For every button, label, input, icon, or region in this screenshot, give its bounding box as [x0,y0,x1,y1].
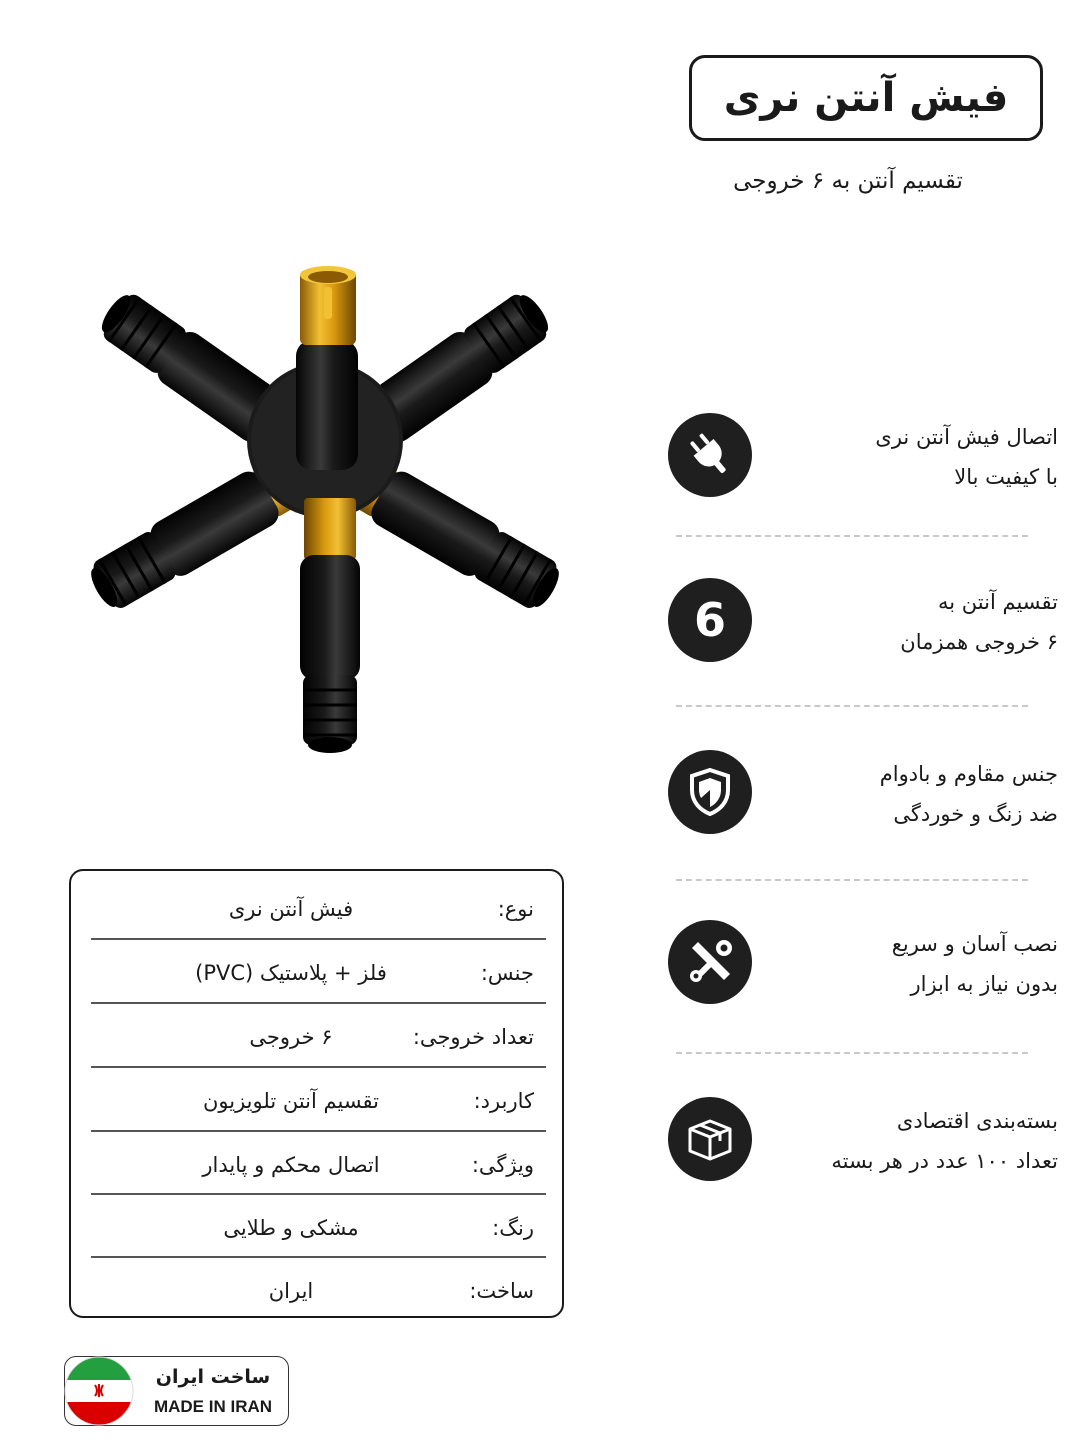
spec-row [91,1196,546,1259]
plug-icon [668,413,752,497]
badge-text-en: MADE IN IRAN [153,1397,273,1416]
divider [676,705,1028,707]
spec-key: رنگ: [492,1216,534,1240]
divider [676,1052,1028,1054]
spec-key: کاربرد: [473,1089,534,1113]
spec-row [91,1005,546,1068]
feature-install [668,920,1058,1010]
badge-text-fa: ساخت ایران [155,1366,271,1388]
product-image [30,225,670,805]
feature-line: نصب آسان و سریع [891,932,1058,956]
spec-table [69,869,564,1318]
spec-divider [91,1130,546,1132]
feature-line: ۶ خروجی همزمان [900,630,1058,654]
feature-line: تقسیم آنتن به [938,590,1058,614]
spec-row [91,941,546,1004]
spec-value: مشکی و طلایی [223,1216,359,1240]
spec-value: تقسیم آنتن تلویزیون [202,1089,380,1113]
feature-outputs [668,578,1058,668]
shield-icon [668,750,752,834]
feature-durable [668,750,1058,840]
feature-line: بسته‌بندی اقتصادی [896,1109,1058,1133]
spec-divider [91,1002,546,1004]
spec-divider [91,1066,546,1068]
spec-value: اتصال محکم و پایدار [202,1153,380,1177]
spec-row [91,1069,546,1132]
spec-value: ۶ خروجی [249,1025,333,1049]
spec-divider [91,1193,546,1195]
spec-value: ایران [268,1279,314,1303]
spec-row [91,877,546,940]
feature-line: با کیفیت بالا [954,465,1058,489]
spec-row [91,1133,546,1196]
feature-plug [668,413,1058,503]
feature-line: ضد زنگ و خوردگی [893,802,1058,826]
spec-key: ساخت: [469,1279,534,1303]
feature-line: جنس مقاوم و بادوام [879,762,1058,786]
page-title: فیش آنتن نری [689,55,1043,141]
number-six-icon: 6 [668,578,752,662]
box-icon [668,1097,752,1181]
spec-row [91,1259,546,1322]
spec-key: نوع: [497,897,534,921]
feature-package [668,1097,1058,1187]
spec-key: جنس: [480,961,534,985]
divider [676,879,1028,881]
spec-key: تعداد خروجی: [412,1025,534,1049]
tools-icon [668,920,752,1004]
feature-line: بدون نیاز به ابزار [910,972,1058,996]
spec-value: فیش آنتن نری [228,897,354,921]
spec-divider [91,938,546,940]
feature-line: اتصال فیش آنتن نری [875,425,1058,449]
spec-value: فلز + پلاستیک (PVC) [195,961,387,985]
spec-key: ویژگی: [471,1153,534,1177]
divider [676,535,1028,537]
spec-divider [91,1256,546,1258]
iran-flag-icon [64,1356,134,1426]
feature-line: تعداد ۱۰۰ عدد در هر بسته [831,1149,1058,1173]
page-subtitle: تقسیم آنتن به ۶ خروجی [733,168,963,194]
made-in-iran-badge [64,1356,289,1426]
